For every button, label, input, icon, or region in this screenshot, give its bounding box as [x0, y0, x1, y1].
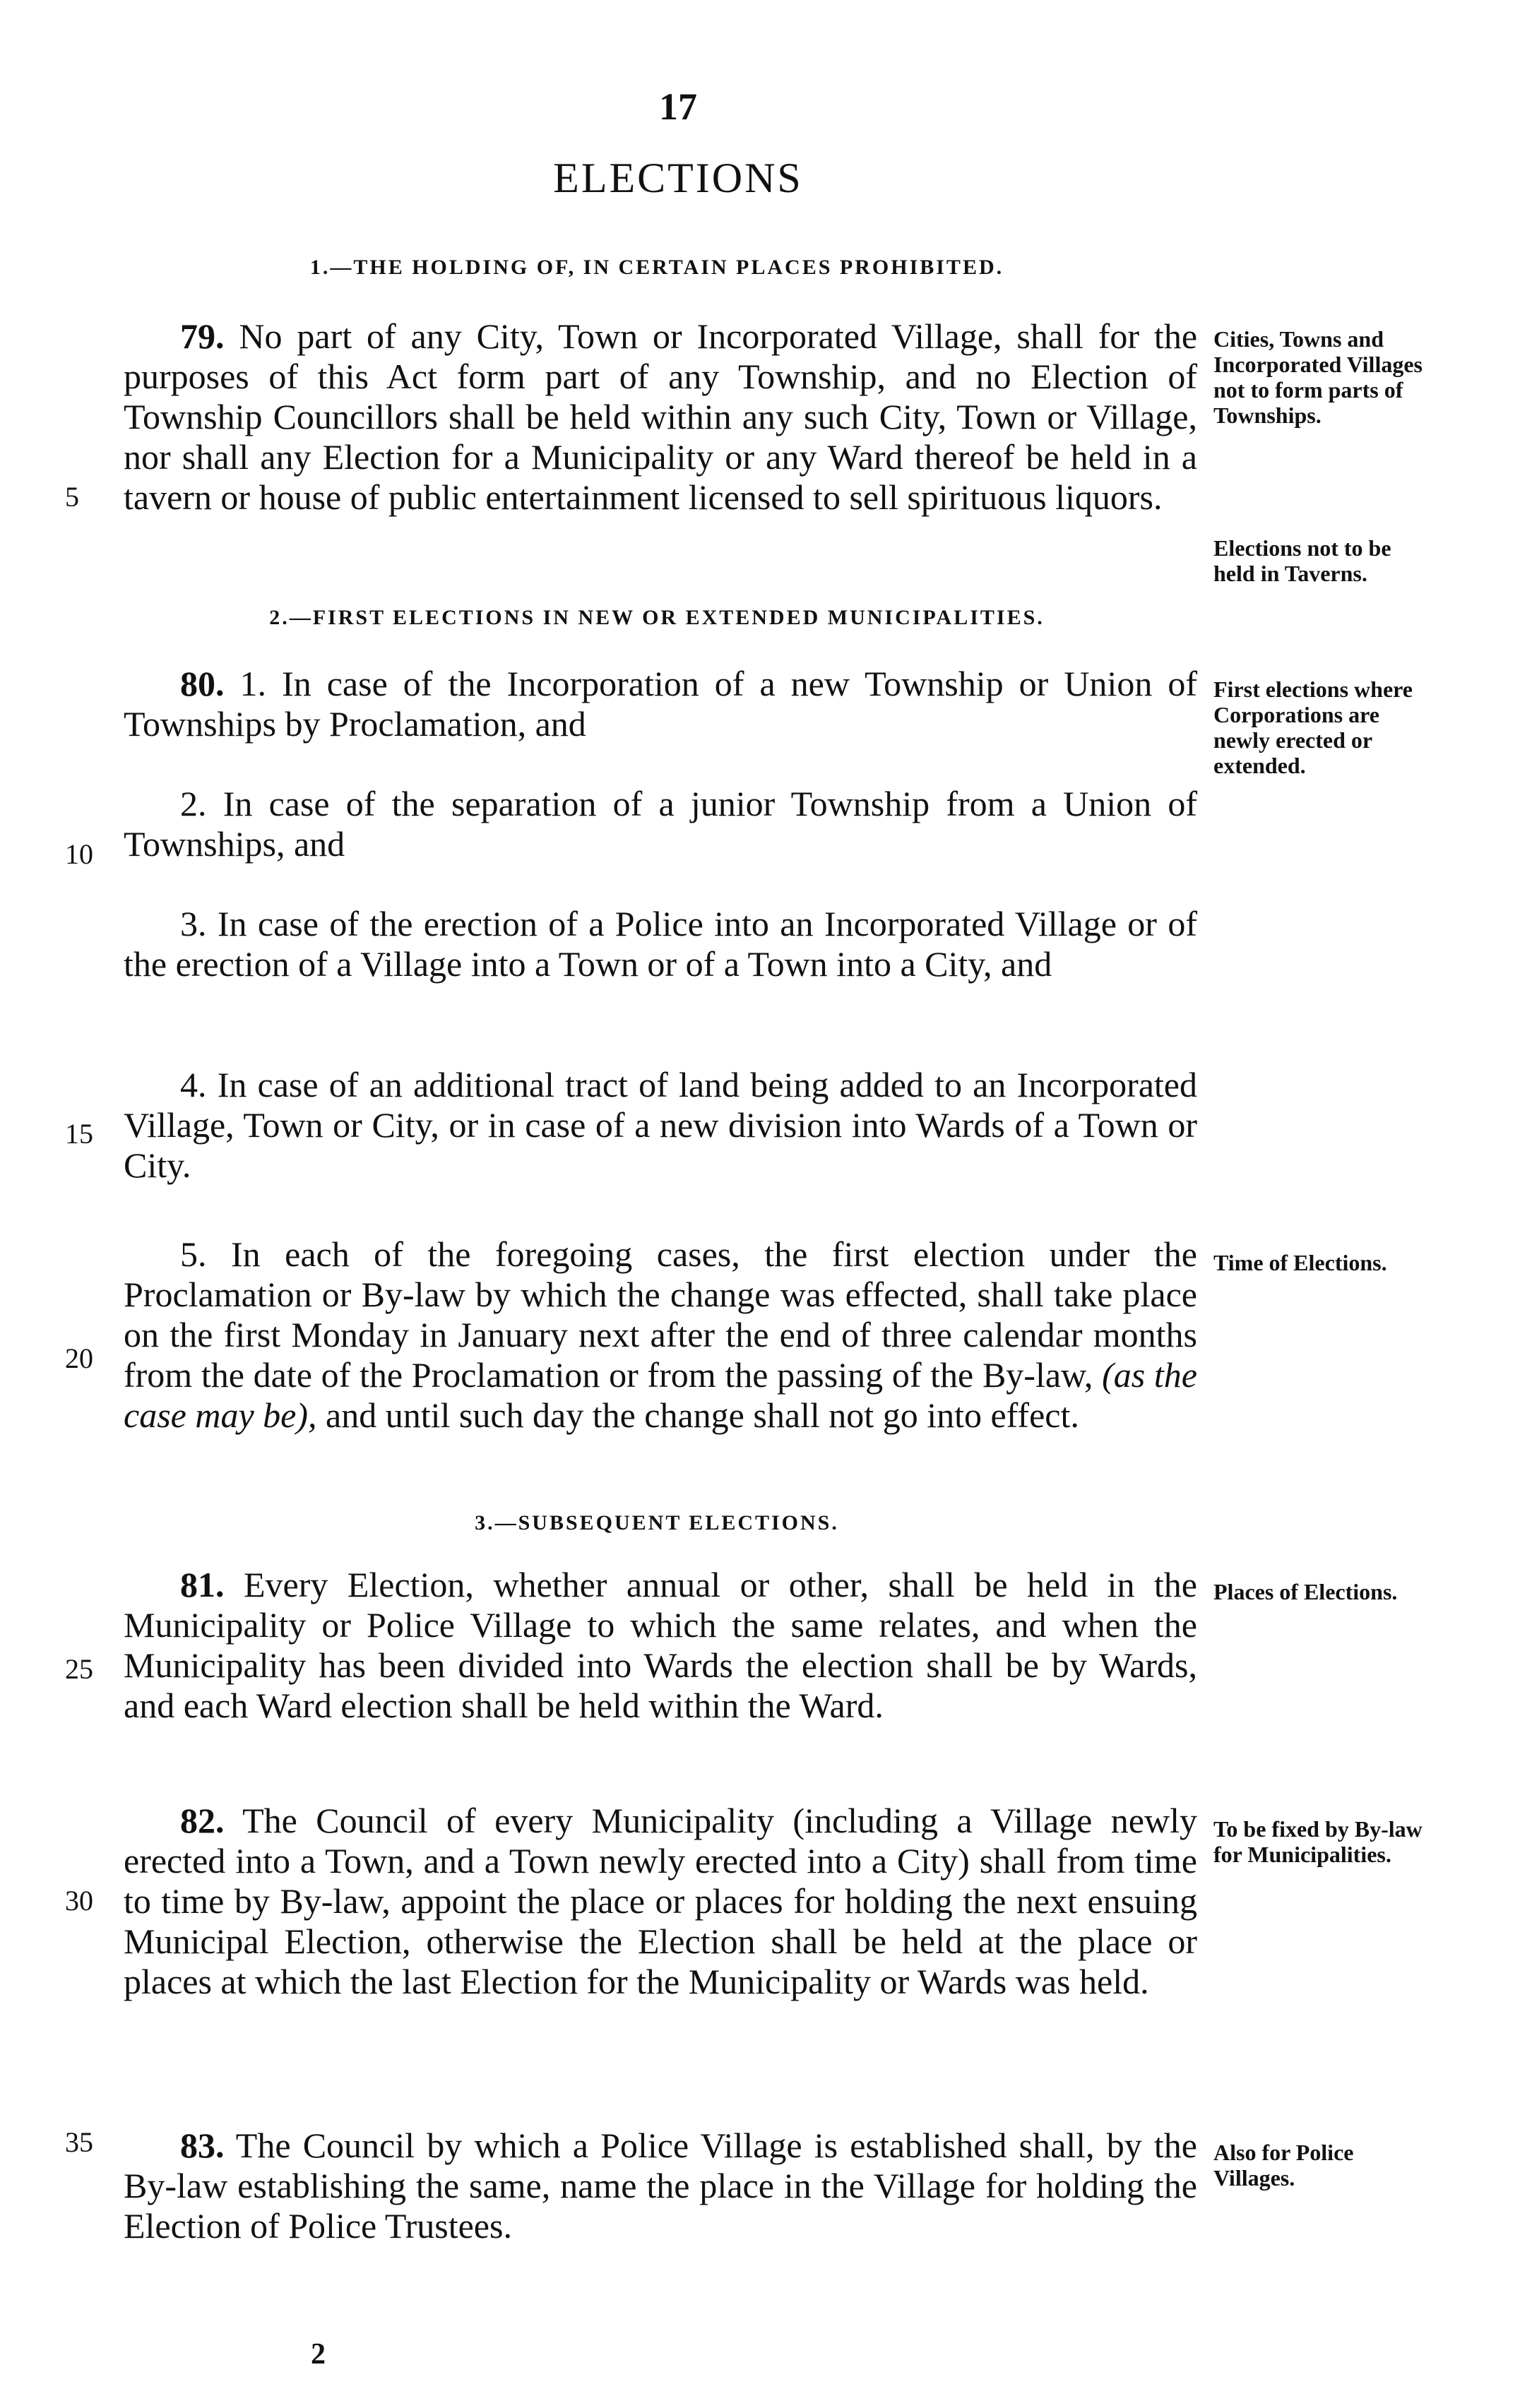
paragraph-80-1 — [124, 664, 1197, 744]
side-note-time-of-elections: Time of Elections. — [1213, 1250, 1387, 1275]
signature-mark: 2 — [311, 2338, 326, 2371]
paragraph-text: and until such day the change shall not go into effect. — [326, 1395, 1079, 1435]
line-number: 30 — [65, 1885, 93, 1917]
paragraph-80-4 — [124, 1065, 1197, 1186]
paragraph-81 — [124, 1565, 1197, 1726]
italic-phrase: (as the case may be), — [124, 1355, 1198, 1435]
paragraph-text: 4. In case of an additional tract of land being added to an Incorporated Village, Town or City, or in case of a new division into Wards of a Town or City. — [124, 1065, 1197, 1185]
line-number: 20 — [65, 1342, 93, 1374]
section-heading-2: 2.—FIRST ELECTIONS IN NEW OR EXTENDED MUNICIPALITIES. — [269, 606, 1045, 629]
page-number: 17 — [659, 85, 697, 128]
paragraph-text: The Council by which a Police Village is established shall, by the By-law establishing the same, name the place in the Village for holding the Election of Police Trustees. — [124, 2126, 1197, 2246]
line-number: 15 — [65, 1118, 93, 1150]
paragraph-83 — [124, 2126, 1197, 2246]
side-note-first-elections: First elections where Corporations are newly erected or extended. — [1213, 676, 1413, 778]
paragraph-80-3 — [124, 904, 1197, 984]
paragraph-text: Every Election, whether annual or other, shall be held in the Municipality or Police Village to which the same relates, and when the Municipality has been divided into Wards the election shall be by Wards, and each Ward election shall be held within the Ward. — [124, 1565, 1197, 1725]
paragraph-80-2 — [124, 784, 1197, 864]
paragraph-text: No part of any City, Town or Incorporated Village, shall for the purposes of this Act form part of any Township, and no Election of Township Councillors shall be held within any such City, Town or Village, nor shall any Election for a Municipality or any Ward thereof be held in a tavern or house of public entertainment licensed to sell spirituous liquors. — [124, 316, 1198, 517]
paragraph-text: 2. In case of the separation of a junior Township from a Union of Townships, and — [124, 784, 1197, 864]
side-note-taverns: Elections not to be held in Taverns. — [1213, 535, 1391, 586]
paragraph-text: 1. In case of the Incorporation of a new Township or Union of Townships by Proclamation, and — [124, 664, 1197, 744]
section-heading-1: 1.—THE HOLDING OF, IN CERTAIN PLACES PROHIBITED. — [309, 256, 1004, 279]
section-heading-3: 3.—SUBSEQUENT ELECTIONS. — [475, 1511, 839, 1534]
side-note-police-villages: Also for Police Villages. — [1213, 2140, 1354, 2191]
paragraph-number: 79. — [180, 316, 225, 356]
line-number: 25 — [65, 1653, 93, 1685]
paragraph-number: 82. — [180, 1801, 225, 1840]
paragraph-82 — [124, 1801, 1197, 2002]
paragraph-text: 5. In each of the foregoing cases, the first election under the Proclamation or By-law by which the change was effected, shall take place on the first Monday in January next after the end of three calendar months from the date of the Proclamation or from the passing of the By-law, — [124, 1234, 1197, 1395]
page-title: ELECTIONS — [553, 155, 803, 201]
paragraph-80-5 — [124, 1234, 1197, 1436]
side-note-places-of-elections: Places of Elections. — [1213, 1579, 1398, 1604]
paragraph-79 — [124, 316, 1197, 518]
paragraph-number: 81. — [180, 1565, 225, 1604]
line-number: 5 — [65, 481, 79, 513]
line-number: 10 — [65, 838, 93, 870]
side-note-fixed-by-by-law: To be fixed by By-law for Municipalities. — [1213, 1816, 1423, 1867]
paragraph-number: 80. — [180, 664, 225, 703]
paragraph-text: 3. In case of the erection of a Police into an Incorporated Village or of the erection of a Village into a Town or of a Town into a City, and — [124, 904, 1197, 984]
paragraph-text: The Council of every Municipality (including a Village newly erected into a Town, and a Town newly erected into a City) shall from time to time by By-law, appoint the place or places for holding the next ensuing Municipal Election, otherwise the Election shall be held at the place or places at which the last Election for the Municipality or Wards was held. — [124, 1801, 1197, 2001]
line-number: 35 — [65, 2126, 93, 2158]
side-note-cities: Cities, Towns and Incorporated Villages not to form parts of Townships. — [1213, 326, 1423, 428]
paragraph-number: 83. — [180, 2126, 225, 2165]
